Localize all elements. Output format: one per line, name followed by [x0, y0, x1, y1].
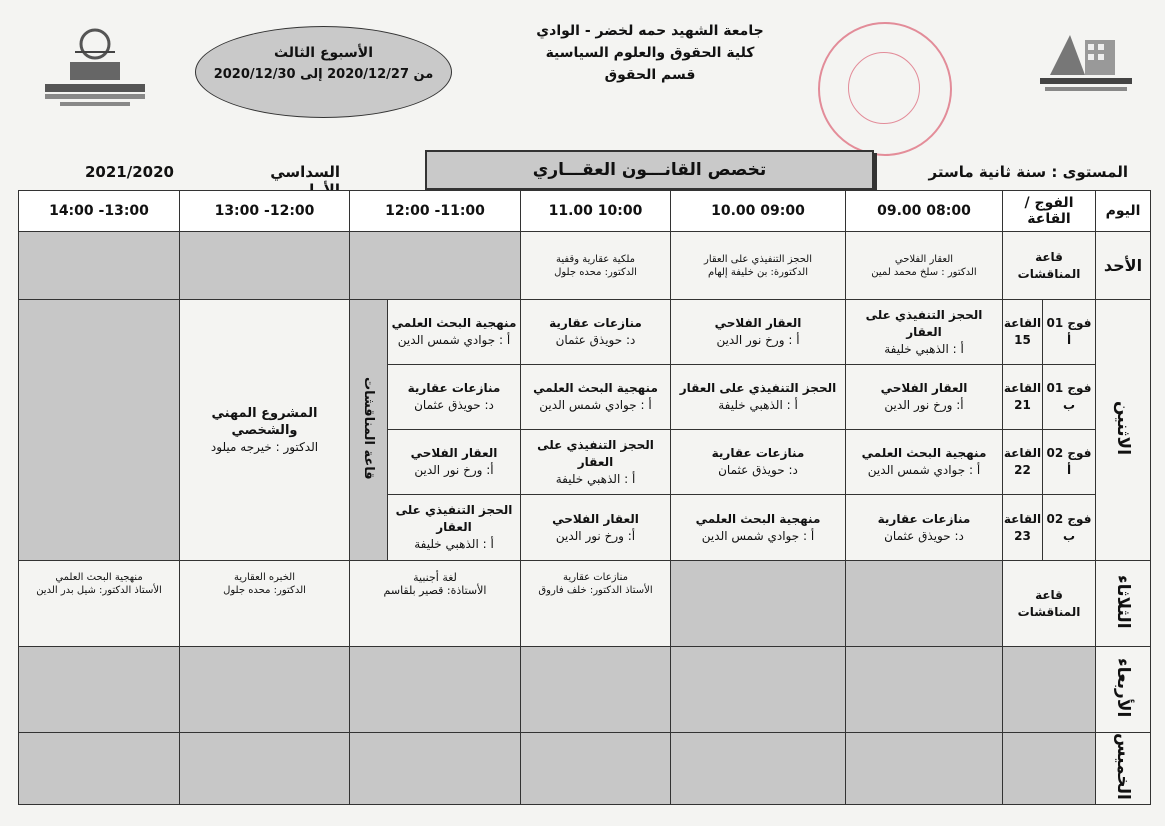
module-name: لغة أجنبية	[413, 571, 457, 584]
university-logo	[1030, 20, 1142, 100]
empty-cell	[671, 733, 846, 805]
empty-cell	[350, 232, 521, 300]
academic-year: 2021/2020	[85, 163, 174, 181]
session	[388, 365, 521, 430]
day-wednesday-label: الأربعاء	[1113, 657, 1133, 718]
empty-cell	[671, 561, 846, 647]
tuesday-session-4	[350, 561, 521, 647]
week-label: الأسبوع الثالث	[273, 45, 374, 61]
professor: أ : الذهبي خليفة	[555, 471, 636, 486]
professor: أ : الذهبي خليفة	[884, 341, 964, 356]
module-name: منازعات عقارية	[549, 316, 642, 330]
module-name: منازعات عقارية	[563, 572, 628, 583]
tuesday-hall: قاعة المناقشات	[1003, 561, 1096, 647]
module-name: منهجية البحث العلمي	[695, 511, 821, 526]
week-range: من 2020/12/27 إلى 2020/12/30	[213, 67, 434, 82]
faculty-name: كلية الحقوق والعلوم السياسية	[545, 45, 755, 61]
sunday-session-3	[521, 232, 671, 300]
professor: الدكتورة: بن خليفة إلهام	[708, 266, 808, 278]
empty-cell	[521, 733, 671, 805]
module-name: المشروع المهني والشخصي	[211, 405, 318, 438]
professor: د: حويذق عثمان	[555, 333, 636, 347]
professor: الدكتور: محده جلول	[223, 585, 306, 596]
professor: أ : جوادي شمس الدين	[867, 463, 981, 477]
day-sunday: الأحد	[1096, 232, 1151, 300]
semester: السداسي	[270, 163, 340, 181]
empty-cell	[180, 647, 350, 733]
module-name: منهجية البحث العلمي	[391, 316, 517, 330]
session	[521, 495, 671, 561]
day-monday-label: الاثنين	[1113, 400, 1133, 456]
empty-cell	[671, 647, 846, 733]
module-name: الحجز التنفيذي على العقار	[537, 437, 654, 469]
tuesday-session-5	[180, 561, 350, 647]
empty-cell	[1003, 647, 1096, 733]
day-thursday	[1096, 733, 1151, 805]
professor: د: حويذق عثمان	[884, 528, 964, 543]
time-slot-1: 08:00 09.00	[846, 191, 1003, 232]
room: القاعة 23	[1003, 495, 1043, 561]
module-name: ملكية عقارية وقفية	[555, 253, 636, 265]
professor: أ : الذهبي خليفة	[414, 537, 494, 551]
module-name: منهجية البحث العلمي	[55, 572, 143, 583]
professor: أ: ورخ نور الدين	[414, 463, 494, 477]
professor: الدكتور : سلخ محمد لمين	[871, 266, 977, 278]
header-row	[19, 191, 1151, 232]
professor: الأستاذ الدكتور: شيل بدر الدين	[36, 585, 162, 596]
professor: أ : جوادي شمس الدين	[701, 528, 815, 543]
module-name: منهجية البحث العلمي	[861, 446, 987, 460]
professor: أ : الذهبي خليفة	[718, 398, 798, 412]
empty-cell	[350, 733, 521, 805]
session	[521, 365, 671, 430]
day-thursday-label: الخميس	[1113, 733, 1133, 800]
sunday-row	[19, 232, 1151, 300]
module-name: منازعات عقارية	[407, 381, 501, 395]
timetable	[18, 190, 1151, 805]
group-header: الفوج / القاعة	[1003, 191, 1096, 232]
sunday-session-1	[846, 232, 1003, 300]
tuesday-session-3	[521, 561, 671, 647]
group: فوج 02 ب	[1043, 495, 1096, 561]
session	[846, 365, 1003, 430]
professor: أ : جوادي شمس الدين	[539, 398, 652, 412]
session	[388, 430, 521, 495]
monday-project-session	[180, 300, 350, 561]
official-stamp	[818, 22, 952, 156]
empty-cell	[846, 733, 1003, 805]
monday-hall-vertical	[350, 300, 388, 561]
session	[846, 495, 1003, 561]
day-header: اليوم	[1096, 191, 1151, 232]
module-name: العقار الفلاحي	[880, 381, 968, 395]
professor: الأستاذ الدكتور: خلف فاروق	[538, 585, 653, 596]
professor: الدكتور: محده جلول	[554, 266, 637, 278]
tuesday-row	[19, 561, 1151, 647]
empty-cell	[846, 561, 1003, 647]
room: القاعة 22	[1003, 430, 1043, 495]
department-name: قسم الحقوق	[604, 67, 696, 83]
professor: د: حويذق عثمان	[414, 398, 494, 412]
header	[480, 20, 820, 86]
session	[846, 300, 1003, 365]
professor: أ: ورخ نور الدين	[884, 398, 964, 412]
empty-cell	[19, 300, 180, 561]
module-name: الحجز التنفيذي على العقار	[865, 307, 983, 339]
module-name: منازعات عقارية	[877, 511, 971, 526]
module-name: العقار الفلاحي	[410, 446, 498, 460]
session	[521, 430, 671, 495]
professor: الأستاذة: قصير بلقاسم	[383, 584, 487, 597]
empty-cell	[846, 647, 1003, 733]
monday-row-1	[19, 300, 1151, 365]
session	[521, 300, 671, 365]
room: القاعة 21	[1003, 365, 1043, 430]
sunday-hall: قاعة المناقشات	[1003, 232, 1096, 300]
module-name: الحجز التنفيذي على العقار	[679, 381, 837, 395]
professor: أ : ورخ نور الدين	[716, 333, 800, 347]
tuesday-session-6	[19, 561, 180, 647]
wednesday-row	[19, 647, 1151, 733]
empty-cell	[180, 232, 350, 300]
group: فوج 02 أ	[1043, 430, 1096, 495]
faculty-logo	[40, 22, 150, 112]
time-slot-3: 10:00 11.00	[521, 191, 671, 232]
module-name: الحجز التنفيذي على العقار	[395, 503, 513, 534]
module-name: العقار الفلاحي	[552, 511, 639, 526]
session	[671, 300, 846, 365]
time-slot-4: 11:00- 12:00	[350, 191, 521, 232]
module-name: العقار الفلاحي	[714, 316, 802, 330]
group: فوج 01 ب	[1043, 365, 1096, 430]
session	[671, 365, 846, 430]
day-wednesday	[1096, 647, 1151, 733]
day-tuesday-label: الثلاثاء	[1113, 574, 1133, 629]
time-slot-2: 09:00 10.00	[671, 191, 846, 232]
level: المستوى : سنة ثانية ماستر	[928, 163, 1128, 181]
day-monday	[1096, 300, 1151, 561]
module-name: منهجية البحث العلمي	[533, 381, 658, 395]
specialty-title: تخصص القانـــون العقـــاري	[425, 150, 874, 190]
session	[388, 300, 521, 365]
module-name: منازعات عقارية	[711, 446, 805, 460]
session	[846, 430, 1003, 495]
university-name: جامعة الشهيد حمه لخضر - الوادي	[536, 23, 764, 39]
sunday-session-2	[671, 232, 846, 300]
time-slot-5: 12:00- 13:00	[180, 191, 350, 232]
module-name: العقار الفلاحي	[894, 253, 954, 265]
week-oval	[195, 26, 452, 118]
session	[671, 495, 846, 561]
room: القاعة 15	[1003, 300, 1043, 365]
empty-cell	[350, 647, 521, 733]
module-name: الحجز التنفيذي على العقار	[704, 253, 812, 265]
empty-cell	[180, 733, 350, 805]
time-slot-6: 13:00- 14:00	[19, 191, 180, 232]
empty-cell	[19, 232, 180, 300]
empty-cell	[19, 733, 180, 805]
professor: الدكتور : خيرجه ميلود	[210, 439, 319, 454]
day-tuesday	[1096, 561, 1151, 647]
group: فوج 01 أ	[1043, 300, 1096, 365]
module-name: الخبره العقارية	[234, 572, 295, 583]
session	[671, 430, 846, 495]
hall-label: قاعة المناقشات	[361, 376, 376, 480]
professor: د: حويذق عثمان	[718, 463, 798, 477]
thursday-row	[19, 733, 1151, 805]
professor: أ : جوادي شمس الدين	[397, 333, 511, 347]
empty-cell	[1003, 733, 1096, 805]
session	[388, 495, 521, 561]
professor: أ: ورخ نور الدين	[555, 528, 636, 543]
empty-cell	[19, 647, 180, 733]
empty-cell	[521, 647, 671, 733]
